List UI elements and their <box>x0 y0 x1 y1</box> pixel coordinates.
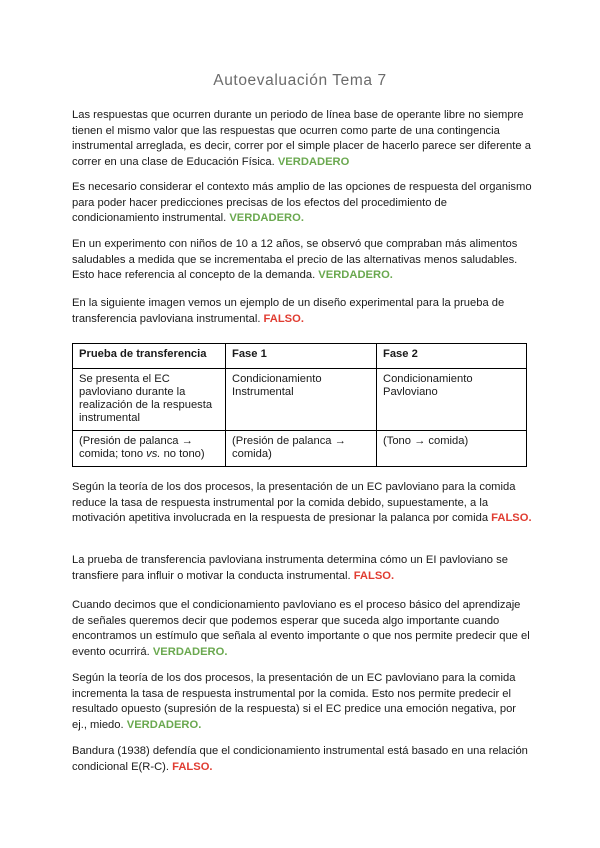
cell-text: no tono) <box>160 448 205 460</box>
statement-text: Es necesario considerar el contexto más amplio de las opciones de respuesta del organismo para poder hacer predicciones precisas de los efectos del procedimiento de condicionamiento instrumental. <box>72 181 532 224</box>
statement-text: Bandura (1938) defendía que el condicionamiento instrumental está basado en una relación condicional E(R-C). <box>72 745 528 773</box>
statement-text: Según la teoría de los dos procesos, la presentación de un EC pavloviano para la comida incrementa la tasa de respuesta instrumental por la comida. Esto nos permite predecir el resultado opuesto (supresión de la respuesta) si el EC predice una emoción negativa, por ej., miedo. <box>72 672 517 731</box>
verdict-false: FALSO. <box>491 512 532 524</box>
table-row <box>73 431 527 467</box>
verdict-true: VERDADERO. <box>229 212 304 224</box>
statement-4 <box>72 296 532 327</box>
table-header: Fase 2 <box>377 344 527 369</box>
statement-text: En un experimento con niños de 10 a 12 años, se observó que compraban más alimentos saludables a medida que se incrementaba el precio de las alternativas menos saludables. Esto hace referencia al concepto de la demanda. <box>72 238 518 281</box>
verdict-true: VERDADERO. <box>152 645 228 658</box>
statement-1 <box>72 108 532 170</box>
table-cell: (Presión de palanca → comida) <box>226 431 377 467</box>
statement-8 <box>72 671 532 733</box>
statement-5 <box>72 480 532 527</box>
statement-text: Las respuestas que ocurren durante un periodo de línea base de operante libre no siempre tienen el mismo valor que las respuestas que ocurren como parte de una contingencia instrumental arreglada, es decir, correr por el simple placer de hacerlo parece ser diferente a correr en una clase de Educación Física. <box>72 109 531 168</box>
statement-text: Según la teoría de los dos procesos, la presentación de un EC pavloviano para la comida reduce la tasa de respuesta instrumental por la comida debido, supuestamente, a la motivación apetitiva involucrada en la respuesta de presionar la palanca por comida <box>72 481 516 524</box>
statement-text: La prueba de transferencia pavloviana instrumenta determina cómo un EI pavloviano se transfiere para influir o motivar la conducta instrumental. <box>72 554 508 582</box>
cell-text-italic: vs. <box>146 448 161 460</box>
table-header: Prueba de transferencia <box>73 344 226 369</box>
verdict-true: VERDADERO. <box>318 269 393 281</box>
verdict-true: VERDADERO. <box>126 718 202 731</box>
verdict-false: FALSO. <box>172 760 213 773</box>
table-cell: Condicionamiento Pavloviano <box>377 369 527 431</box>
table-row <box>73 369 527 431</box>
table-cell: (Tono → comida) <box>377 431 527 467</box>
cell-text: (Presión de palanca → comida; tono <box>79 435 193 460</box>
page-title: Autoevaluación Tema 7 <box>213 72 387 89</box>
statement-9 <box>72 744 532 775</box>
transfer-design-table <box>72 343 527 467</box>
verdict-false: FALSO. <box>353 569 395 582</box>
statement-3 <box>72 237 532 284</box>
statement-text: En la siguiente imagen vemos un ejemplo de un diseño experimental para la prueba de transferencia pavloviana instrumental. <box>72 297 505 325</box>
table-cell: Se presenta el EC pavloviano durante la realización de la respuesta instrumental <box>73 369 226 431</box>
verdict-false: FALSO. <box>263 312 304 325</box>
table-cell: Condicionamiento Instrumental <box>226 369 377 431</box>
statement-text: Cuando decimos que el condicionamiento pavloviano es el proceso básico del aprendizaje de señales queremos decir que podemos esperar que suceda algo importante cuando encontramos un estímulo que señala al evento importante o que nos permite predecir que el evento ocurrirá. <box>72 599 530 658</box>
statement-6 <box>72 553 532 584</box>
table-header-row <box>73 344 527 369</box>
statement-7 <box>72 598 532 660</box>
statement-2 <box>72 180 532 227</box>
verdict-true: VERDADERO <box>277 155 350 168</box>
table-header: Fase 1 <box>226 344 377 369</box>
table-cell <box>73 431 226 467</box>
